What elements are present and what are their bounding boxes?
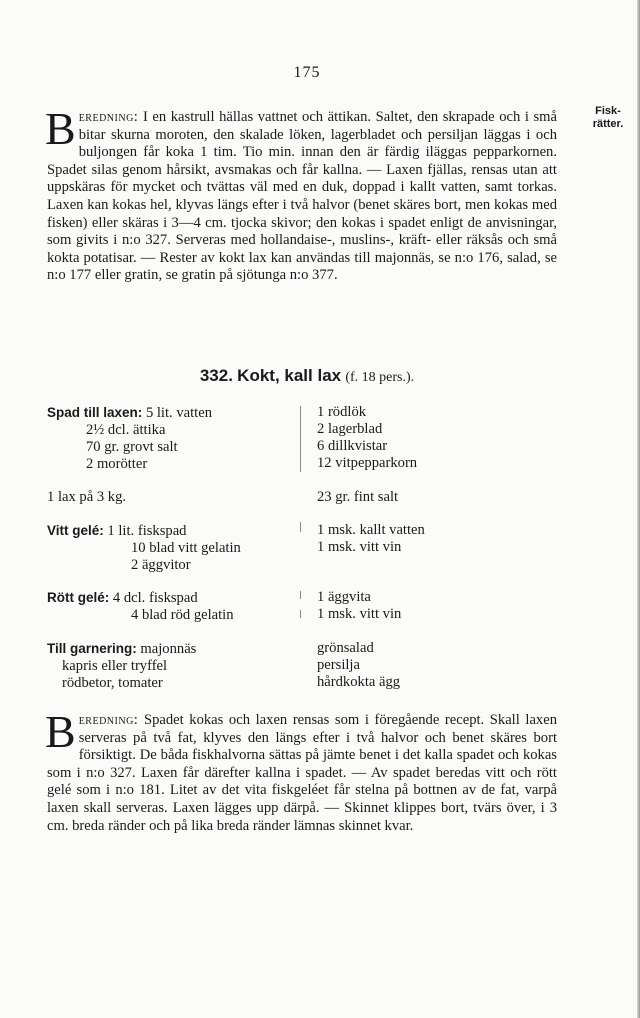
ingredient-group-garnering: [47, 640, 297, 692]
ingredient-item: hårdkokta ägg: [317, 674, 401, 690]
ingredient-item: 5 lit. vatten: [145, 405, 213, 421]
margin-note: [584, 105, 632, 131]
paragraph-lead: eredning:: [78, 712, 139, 728]
column-divider: [300, 610, 301, 618]
recipe-name: Kokt, kall lax: [237, 366, 342, 385]
ingredient-item: 12 vitpepparkorn: [317, 455, 418, 471]
ingredient-item: kapris eller tryffel: [62, 658, 168, 674]
ingredient-item: 10 blad vitt gelatin: [131, 540, 241, 556]
ingredient-item: 2 morötter: [86, 456, 148, 472]
preparation-paragraph-2: [45, 706, 557, 835]
ingredient-group-vitt-gele: [47, 522, 297, 574]
column-divider: [300, 591, 301, 599]
ingredient-item: 1 msk. vitt vin: [317, 606, 402, 622]
ingredient-group-spad: [47, 404, 297, 473]
ingredient-label: Till garnering:: [47, 641, 137, 656]
ingredient-item: 4 blad röd gelatin: [131, 607, 234, 623]
ingredient-item: 23 gr. fint salt: [317, 489, 399, 505]
ingredient-item: rödbetor, tomater: [62, 675, 163, 691]
ingredient-item: 2 äggvitor: [131, 557, 191, 573]
paragraph-body: I en kastrull hällas vattnet och ättikan. Saltet, den skrapade och i små bitar skurna moroten, den skalade löken, lagerbladet och persiljan läggas i och buljongen får koka 1 tim. Tio min. innan den är färdig iläggas pepparkornen. Spadet silas genom hårsikt, avsmakas och får kallna. — Laxen fjällas, rensas utan att uppskäras för mycket och tvättas väl med en duk, doppad i kallt vatten, samt torkas. Laxen kan kokas hel, klyvas längs efter i två halvor (benet skäres bort, men kokas med fisken) eller skäras i 3—4 cm. tjocka skivor; den kokas i spadet enligt de anvisningar, som givits i n:o 327. Serveras med hollandaise-, muslins-, kräft- eller räksås och små kokta potatisar. — Rester av kokt lax kan användas till majonnäs, se n:o 176, salad, se n:o 177 eller gratin, se gratin på sjötunga n:o 377.: [47, 109, 557, 284]
ingredient-label: Vitt gelé:: [47, 523, 104, 538]
ingredient-group-vitt-gele-right: [317, 522, 547, 556]
drop-cap: B: [45, 706, 76, 757]
ingredient-group-garnering-right: [317, 640, 547, 691]
ingredient-item: 2½ dcl. ättika: [86, 422, 166, 438]
ingredient-item: 1 äggvita: [317, 589, 371, 605]
ingredient-group-spad-right: [317, 404, 547, 472]
paragraph-body: Spadet kokas och laxen rensas som i föregående recept. Skall laxen serveras på två fat, klyves den längs efter i två halvor och benet skäres bort försiktigt. De båda fiskhalvorna sättas på jämte benet i det kalla spadet och kokas som i n:o 327. Laxen får därefter kallna i spadet. — Av spadet beredas vitt och rött gelé som i n:o 181. Litet av det vita fiskgeléet får stelna på bottnen av de fat, varpå laxen skall serveras. Laxen lägges upp därpå. — Skinnet klippes bort, tvärs över, i 3 cm. breda ränder och på lika breda ränder lämnas skinnet kvar.: [47, 712, 557, 834]
page-number: 175: [293, 64, 321, 81]
ingredient-group-rott-gele-right: [317, 589, 547, 623]
ingredient-item: 1 msk. kallt vatten: [317, 522, 425, 538]
ingredient-group-lax: [47, 489, 297, 506]
recipe-title: [0, 366, 614, 386]
ingredient-item: 1 msk. vitt vin: [317, 539, 402, 555]
margin-note-line: Fisk-: [595, 105, 621, 117]
column-divider: [300, 522, 301, 532]
recipe-servings: (f. 18 pers.).: [345, 370, 415, 385]
preparation-paragraph-1: [45, 103, 557, 285]
ingredient-group-lax-right: [317, 489, 547, 506]
ingredient-item: 70 gr. grovt salt: [86, 439, 178, 455]
ingredient-label: Rött gelé:: [47, 590, 110, 605]
recipe-number: 332.: [199, 366, 233, 385]
ingredient-item: 1 lax på 3 kg.: [47, 489, 127, 505]
ingredient-label: Spad till laxen:: [47, 405, 143, 420]
ingredient-item: persilja: [317, 657, 360, 673]
ingredient-item: 6 dillkvistar: [317, 438, 388, 454]
ingredient-item: 1 rödlök: [317, 404, 367, 420]
ingredient-group-rott-gele: [47, 589, 297, 624]
ingredient-item: 1 lit. fiskspad: [107, 523, 187, 539]
ingredient-item: grönsalad: [317, 640, 374, 656]
margin-note-line: rätter.: [592, 118, 624, 130]
ingredient-item: 2 lagerblad: [317, 421, 383, 437]
drop-cap: B: [45, 103, 76, 154]
ingredient-item: majonnäs: [140, 641, 197, 657]
paragraph-lead: eredning:: [78, 109, 139, 125]
column-divider: [300, 406, 301, 472]
ingredient-item: 4 dcl. fiskspad: [112, 590, 198, 606]
